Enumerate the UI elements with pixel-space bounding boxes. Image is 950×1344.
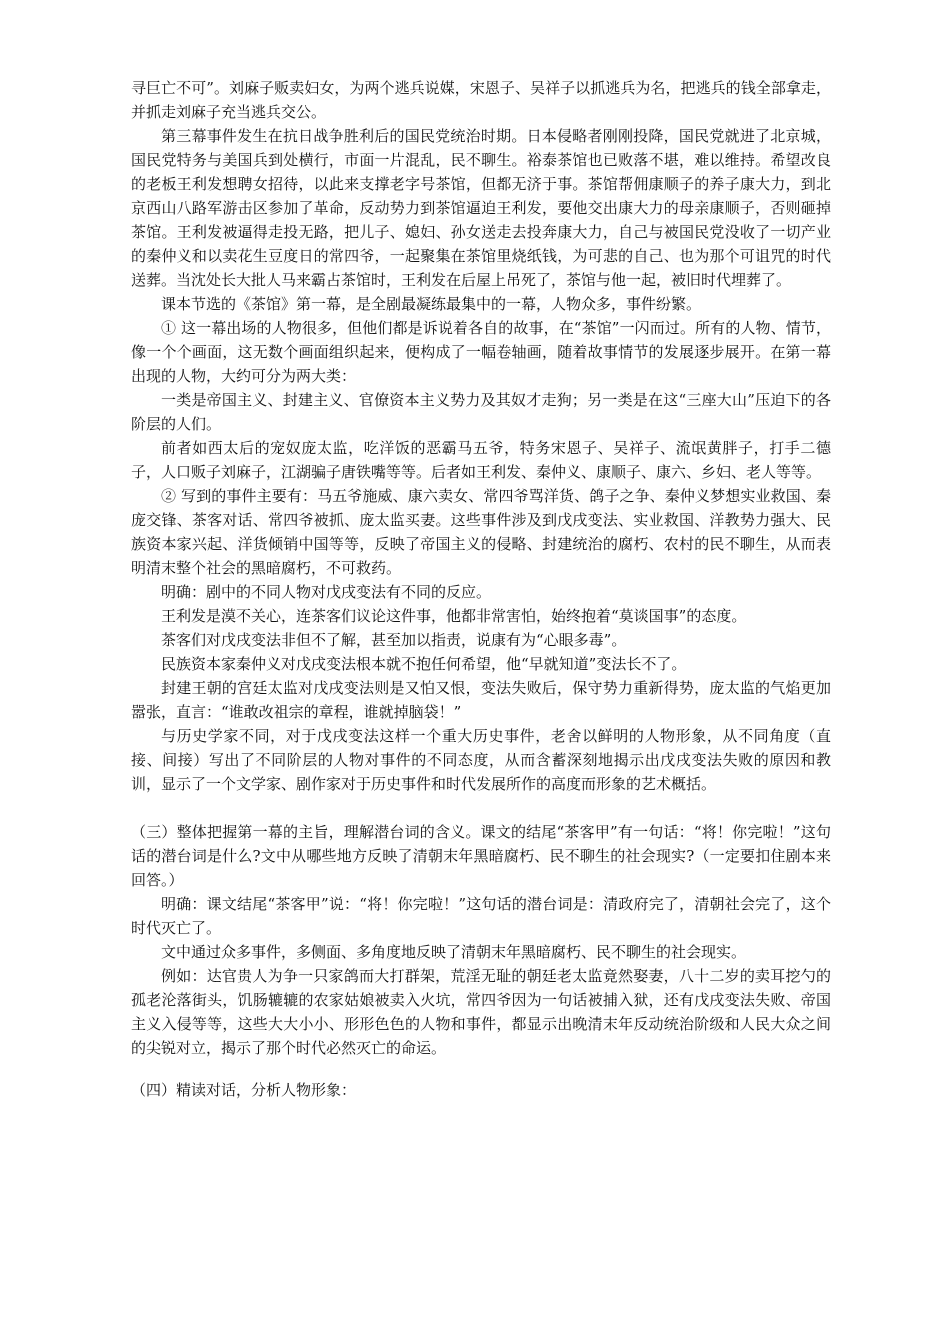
paragraph: 例如：达官贵人为争一只家鸽而大打群架，荒淫无耻的朝廷老太监竟然娶妻，八十二岁的卖耳挖勺的孤老沦落街头，饥肠辘辘的农家姑娘被卖入火坑，常四爷因为一句话被捕入狱，还有戊戌变法失败、帝国主义入侵等等，这些大大小小、形形色色的人物和事件，都显示出晚清末年反动统治阶级和人民大众之间的尖锐对立，揭示了那个时代必然灭亡的命运。 [131, 967, 831, 1057]
paragraph: 与历史学家不同，对于戊戌变法这样一个重大历史事件，老舍以鲜明的人物形象，从不同角度（直接、间接）写出了不同阶层的人物对事件的不同态度，从而含蓄深刻地揭示出戊戌变法失败的原因和教训，显示了一个文学家、剧作家对于历史事件和时代发展所作的高度而形象的艺术概括。 [131, 727, 831, 793]
paragraph: 明确：课文结尾“茶客甲”说：“将！你完啦！”这句话的潜台词是：清政府完了，清朝社会完了，这个时代灭亡了。 [131, 895, 831, 937]
paragraph: ② 写到的事件主要有：马五爷施威、康六卖女、常四爷骂洋货、鸽子之争、秦仲义梦想实业救国、秦庞交锋、茶客对话、常四爷被抓、庞太监买妻。这些事件涉及到戊戌变法、实业救国、洋教势力强大、民族资本家兴起、洋货倾销中国等等，反映了帝国主义的侵略、封建统治的腐朽、农村的民不聊生，从而表明清末整个社会的黑暗腐朽，不可救药。 [131, 487, 831, 577]
paragraph: 一类是帝国主义、封建主义、官僚资本主义势力及其奴才走狗；另一类是在这“三座大山”压迫下的各阶层的人们。 [131, 391, 831, 433]
section-heading-4: （四）精读对话，分析人物形象： [131, 1081, 357, 1099]
document-body [131, 76, 831, 1102]
paragraph: 寻巨亡不可”。刘麻子贩卖妇女，为两个逃兵说媒，宋恩子、吴祥子以抓逃兵为名，把逃兵的钱全部拿走，并抓走刘麻子充当逃兵交公。 [131, 79, 831, 121]
paragraph: 课本节选的《茶馆》第一幕，是全剧最凝练最集中的一幕，人物众多，事件纷繁。 [161, 295, 702, 313]
paragraph: 前者如西太后的宠奴庞太监，吃洋饭的恶霸马五爷，特务宋恩子、吴祥子、流氓黄胖子，打手二德子，人口贩子刘麻子，江湖骗子唐铁嘴等等。后者如王利发、秦仲义、康顺子、康六、乡妇、老人等等。 [131, 439, 831, 481]
paragraph: 茶客们对戊戌变法非但不了解，甚至加以指责，说康有为“心眼多毒”。 [161, 631, 627, 649]
section-heading-3: （三）整体把握第一幕的主旨，理解潜台词的含义。课文的结尾“茶客甲”有一句话：“将！你完啦！”这句话的潜台词是什么?文中从哪些地方反映了清朝末年黑暗腐朽、民不聊生的社会现实?（一定要扣住剧本来回答。） [131, 823, 831, 889]
paragraph: 民族资本家秦仲义对戊戌变法根本就不抱任何希望，他“早就知道”变法长不了。 [161, 655, 687, 673]
paragraph: 文中通过众多事件，多侧面、多角度地反映了清朝末年黑暗腐朽、民不聊生的社会现实。 [161, 943, 747, 961]
paragraph: 第三幕事件发生在抗日战争胜利后的国民党统治时期。日本侵略者刚刚投降，国民党就进了北京城，国民党特务与美国兵到处横行，市面一片混乱，民不聊生。裕泰茶馆也已败落不堪，难以维持。希望改良的老板王利发想聘女招待，以此来支撑老字号茶馆，但都无济于事。茶馆帮佣康顺子的养子康大力，到北京西山八路军游击区参加了革命，反动势力到茶馆逼迫王利发，要他交出康大力的母亲康顺子，否则砸掉茶馆。王利发被逼得走投无路，把儿子、媳妇、孙女送走去投奔康大力，自己与被国民党没收了一切产业的秦仲义和以卖花生豆度日的常四爷，一起聚集在茶馆里烧纸钱，为可悲的自己、也为那个可诅咒的时代送葬。当沈处长大批人马来霸占茶馆时，王利发在后屋上吊死了，茶馆与他一起，被旧时代埋葬了。 [131, 127, 831, 289]
paragraph: 封建王朝的宫廷太监对戊戌变法则是又怕又恨，变法失败后，保守势力重新得势，庞太监的气焰更加嚣张，直言：“谁敢改祖宗的章程，谁就掉脑袋！” [131, 679, 831, 721]
paragraph: 明确：剧中的不同人物对戊戌变法有不同的反应。 [161, 583, 492, 601]
paragraph: 王利发是漠不关心，连茶客们议论这件事，他都非常害怕，始终抱着“莫谈国事”的态度。 [161, 607, 747, 625]
paragraph: ① 这一幕出场的人物很多，但他们都是诉说着各自的故事，在“茶馆”一闪而过。所有的人物、情节，像一个个画面，这无数个画面组织起来，便构成了一幅卷轴画，随着故事情节的发展逐步展开。在第一幕出现的人物，大约可分为两大类： [131, 319, 831, 385]
